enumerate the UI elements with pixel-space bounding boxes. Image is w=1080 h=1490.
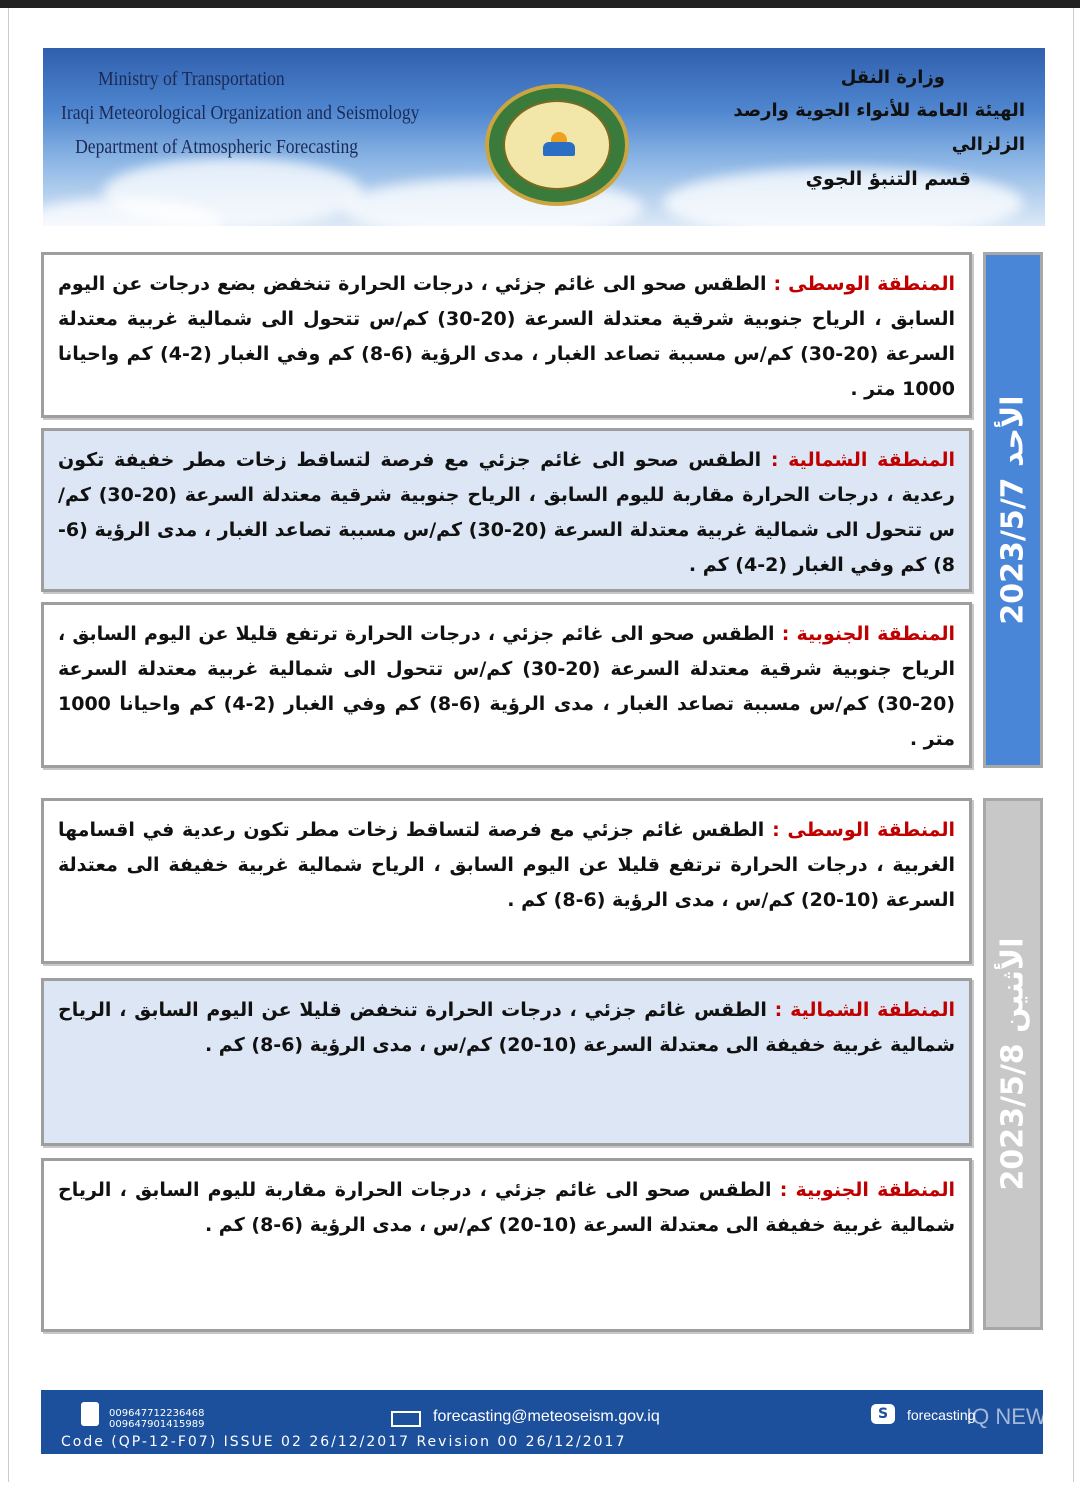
forecast-box-day2-north (41, 978, 972, 1146)
organization-name-ar: الهيئة العامة للأنواء الجوية وارصد الزلزالي (733, 100, 1025, 155)
forecast-box-day1-north (41, 428, 972, 592)
ministry-name-ar: وزارة النقل (840, 67, 945, 88)
forecast-box-day1-central (41, 252, 972, 418)
phone-number: 009647901415989 (109, 1419, 205, 1430)
forecast-box-day2-central (41, 798, 972, 964)
forecast-text: الطقس صحو الى غائم جزئي مع فرصة لتساقط زخات مطر خفيفة تكون رعدية ، درجات الحرارة مقاربة لليوم السابق ، الرياح جنوبية شرقية معتدلة السرعة (20-30) كم/س تتحول الى شمالية غربية معتدلة السرعة (20-30) كم/س مسببة تصاعد الغبار ، مدى الرؤية (6-8) كم وفي الغبار (2-4) كم . (58, 449, 955, 576)
date-bar-day2 (983, 798, 1043, 1330)
department-name-en: Department of Atmospheric Forecasting (75, 136, 359, 158)
region-label: المنطقة الجنوبية : (779, 1179, 955, 1201)
date-day1: الأحد 2023/5/7 (995, 395, 1031, 625)
footer-bar (41, 1390, 1043, 1454)
region-label: المنطقة الشمالية : (774, 999, 955, 1021)
top-border (0, 0, 1080, 8)
header-arabic (665, 62, 1025, 196)
forecast-text: الطقس غائم جزئي مع فرصة لتساقط زخات مطر تكون رعدية في اقسامها الغربية ، درجات الحرارة ترتفع قليلا عن اليوم السابق ، الرياح شمالية غربية خفيفة الى معتدلة السرعة (10-20) كم/س ، مدى الرؤية (6-8) كم . (58, 819, 955, 911)
region-label: المنطقة الشمالية : (770, 449, 955, 471)
ministry-name-en: Ministry of Transportation (97, 68, 285, 90)
email-address: forecasting@meteoseism.gov.iq (433, 1408, 660, 1425)
forecast-text: الطقس صحو الى غائم جزئي ، درجات الحرارة تنخفض بضع درجات عن اليوم السابق ، الرياح جنوبية شرقية معتدلة السرعة (20-30) كم/س تتحول الى شمالية غربية معتدلة السرعة (20-30) كم/س مسببة تصاعد الغبار ، مدى الرؤية (6-8) كم وفي الغبار (2-4) كم واحيانا 1000 متر . (58, 273, 956, 400)
document-code: Code (QP-12-F07) ISSUE 02 26/12/2017 Revision 00 26/12/2017 (61, 1434, 627, 1450)
forecast-text: الطقس غائم جزئي ، درجات الحرارة تنخفض قليلا عن اليوم السابق ، الرياح شمالية غربية خفيفة الى معتدلة السرعة (10-20) كم/س ، مدى الرؤية (6-8) كم . (58, 999, 955, 1056)
header-english (61, 62, 421, 164)
region-label: المنطقة الوسطى : (772, 819, 955, 841)
skype-id: forecasting (907, 1407, 976, 1423)
date-day2: الأثنين 2023/5/8 (995, 937, 1031, 1191)
forecast-box-day2-south (41, 1158, 972, 1332)
mail-icon (391, 1411, 421, 1427)
phone-numbers (109, 1408, 204, 1430)
header-banner (43, 48, 1045, 226)
region-label: المنطقة الجنوبية : (781, 623, 955, 645)
forecast-box-day1-south (41, 602, 972, 768)
watermark: IQ NEW (966, 1404, 1047, 1429)
organization-logo (485, 84, 629, 206)
phone-number: 009647712236468 (109, 1408, 205, 1419)
skype-icon: S (871, 1404, 895, 1424)
forecast-text: الطقس صحو الى غائم جزئي ، درجات الحرارة مقاربة لليوم السابق ، الرياح شمالية غربية خفيفة الى معتدلة السرعة (10-20) كم/س ، مدى الرؤية (6-8) كم . (58, 1179, 955, 1236)
department-name-ar: قسم التنبؤ الجوي (805, 168, 971, 190)
organization-name-en: Iraqi Meteorological Organization and Seismology (61, 102, 420, 124)
date-bar-day1 (983, 252, 1043, 768)
region-label: المنطقة الوسطى : (773, 273, 955, 295)
forecast-text: الطقس صحو الى غائم جزئي ، درجات الحرارة ترتفع قليلا عن اليوم السابق ، الرياح جنوبية شرقية معتدلة السرعة (20-30) كم/س تتحول الى شمالية غربية معتدلة السرعة (20-30) كم/س مسببة تصاعد الغبار ، مدى الرؤية (6-8) كم وفي الغبار (2-4) كم واحيانا 1000 متر . (58, 623, 955, 750)
wave-icon (543, 142, 575, 156)
phone-icon (81, 1402, 99, 1426)
